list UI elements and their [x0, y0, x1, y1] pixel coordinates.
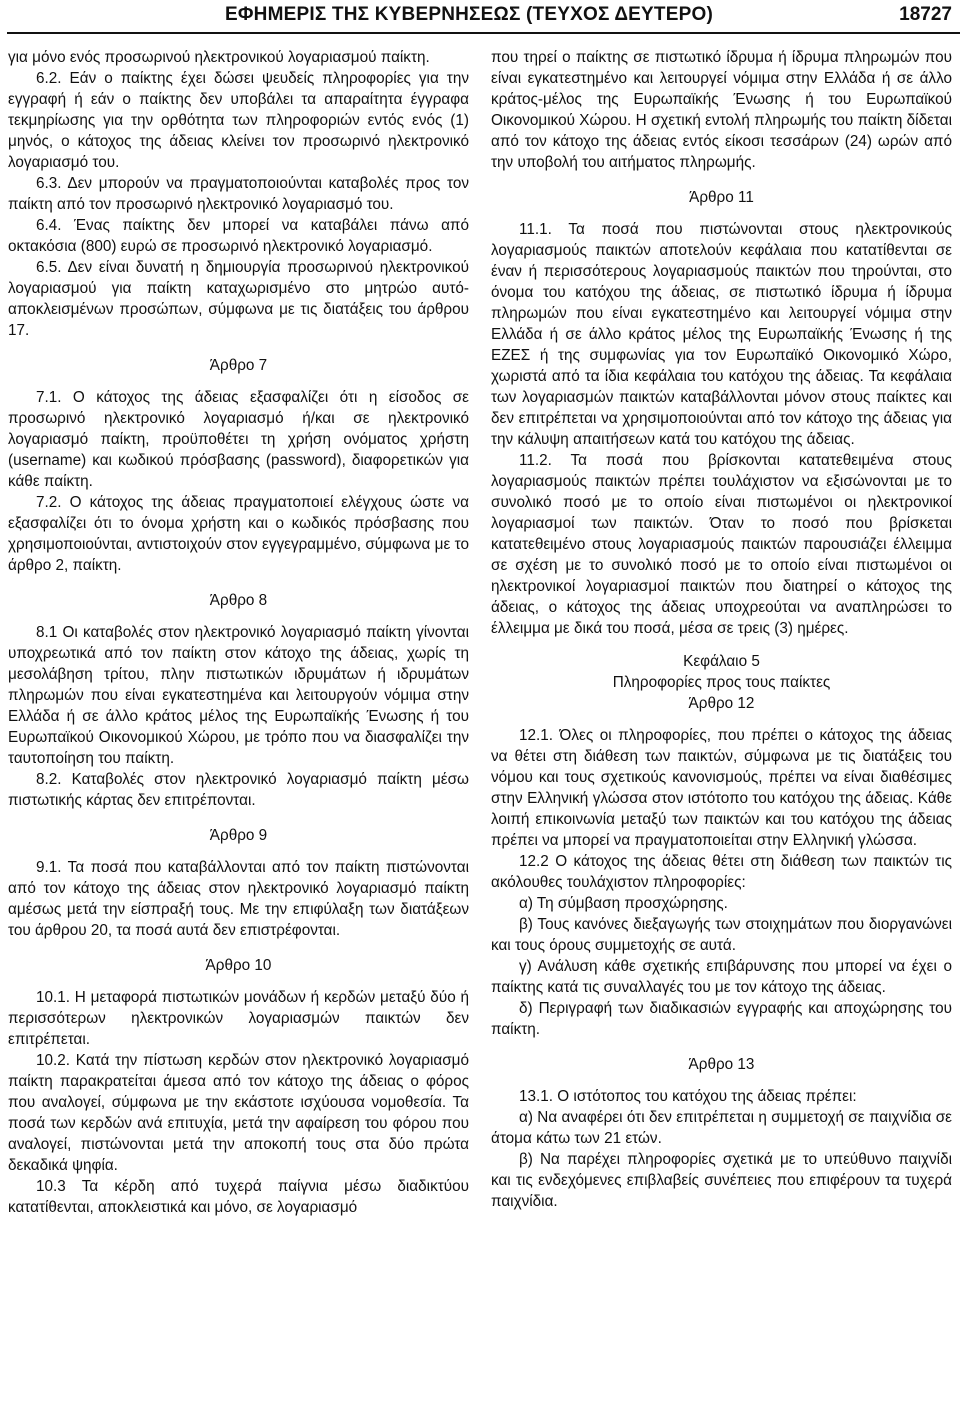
chapter-title: Πληροφορίες προς τους παίκτες	[612, 674, 831, 691]
article-heading: Άρθρο 10	[205, 957, 272, 974]
header-divider	[7, 32, 960, 34]
paragraph: 9.1. Τα ποσά που καταβάλλονται από τον παίκτη πιστώνονται από τον κάτοχο της άδειας στον ηλεκτρονικό λογαριασμό παίκτη αμέσως μετά την είσπραξή τους. Με την επιφύλαξη των διατάξεων του άρθρου 20, τα ποσά αυτά δεν επιστρέφονται.	[8, 859, 469, 939]
article-heading: Άρθρο 8	[209, 592, 268, 609]
paragraph: 12.2 Ο κάτοχος της άδειας θέτει στη διάθεση των παικτών τις ακόλουθες τουλάχιστον πληροφορίες:	[491, 853, 952, 891]
paragraph: 8.2. Καταβολές στον ηλεκτρονικό λογαριασμό παίκτη μέσω πιστωτικής κάρτας δεν επιτρέπονται.	[8, 771, 469, 809]
paragraph: β) Τους κανόνες διεξαγωγής των στοιχημάτων που διοργανώνει και τους όρους συμμετοχής σε αυτά.	[491, 916, 952, 954]
paragraph: 7.2. Ο κάτοχος της άδειας πραγματοποιεί ελέγχους ώστε να εξασφαλίζει ότι το όνομα χρήστη και ο κωδικός πρόσβασης που χρησιμοποιούνται, αντιστοιχούν στον εγγεγραμμένο, σύμφωνα με το άρθρο 2, παίκτη.	[8, 494, 469, 574]
right-column	[491, 47, 952, 1212]
article-heading: Άρθρο 9	[209, 827, 268, 844]
article-heading: Άρθρο 7	[209, 357, 268, 374]
article-heading: Άρθρο 11	[689, 189, 754, 206]
paragraph: 10.3 Τα κέρδη από τυχερά παίγνια μέσω διαδικτύου κατατίθενται, αποκλειστικά και μόνο, σε λογαριασμό	[8, 1178, 469, 1216]
chapter-heading: Κεφάλαιο 5	[683, 653, 760, 670]
paragraph: 7.1. Ο κάτοχος της άδειας εξασφαλίζει ότι η είσοδος σε προσωρινό ηλεκτρονικό λογαριασμό ή/και σε ηλεκτρονικό λογαριασμό παίκτη, προϋποθέτει τη χρήση ονόματος χρήστη (username) και κωδικού πρόσβασης (password), διαφορετικών για κάθε παίκτη.	[8, 389, 469, 490]
paragraph: 10.1. Η μεταφορά πιστωτικών μονάδων ή κερδών μεταξύ δύο ή περισσότερων ηλεκτρονικών λογαριασμών παικτών δεν επιτρέπεται.	[8, 989, 469, 1048]
paragraph: 6.3. Δεν μπορούν να πραγματοποιούνται καταβολές προς τον παίκτη από τον προσωρινό ηλεκτρονικό λογαριασμό του.	[8, 175, 469, 213]
article-heading: Άρθρο 13	[688, 1056, 755, 1073]
left-column	[8, 47, 469, 1218]
paragraph: δ) Περιγραφή των διαδικασιών εγγραφής και αποχώρησης του παίκτη.	[491, 1000, 952, 1038]
paragraph: 10.2. Κατά την πίστωση κερδών στον ηλεκτρονικό λογαριασμό παίκτη παρακρατείται άμεσα από τον κάτοχο της άδειας ο φόρος που αναλογεί, σύμφωνα με την εκάστοτε ισχύουσα νομοθεσία. Τα ποσά των κερδών ανά επιτυχία, μετά την αφαίρεση του φόρου που αναλογεί, πιστώνονται μετά την αποκοπή τους στα δύο πρώτα δεκαδικά ψηφία.	[8, 1052, 469, 1174]
paragraph: 6.5. Δεν είναι δυνατή η δημιουργία προσωρινού ηλεκτρονικού λογαριασμού για παίκτη καταχωρισμένο στο μητρώο αυτό-αποκλεισμένων προσώπων, σύμφωνα με τις διατάξεις του άρθρου 17.	[8, 259, 469, 339]
page-header	[0, 0, 960, 34]
paragraph: γ) Ανάλυση κάθε σχετικής επιβάρυνσης που μπορεί να έχει ο παίκτης κατά τις συναλλαγές του με τον κάτοχο της άδειας.	[491, 958, 952, 996]
paragraph: α) Να αναφέρει ότι δεν επιτρέπεται η συμμετοχή σε παιχνίδια σε άτομα κάτω των 21 ετών.	[491, 1109, 952, 1147]
paragraph: 8.1 Οι καταβολές στον ηλεκτρονικό λογαριασμό παίκτη γίνονται υποχρεωτικά από τον παίκτη στον κάτοχο της άδειας, χωρίς τη μεσολάβηση τρίτου, πλην πιστωτικών ιδρυμάτων ή ιδρυμάτων πληρωμών που είναι εγκατεστημένα και λειτουργούν νόμιμα στην Ελλάδα ή σε άλλο κράτος μέλος της Ευρωπαϊκής Ένωσης ή του Ευρωπαϊκού Οικονομικού Χώρου, με τρόπο που να διασφαλίζει την ταυτοποίηση του παίκτη.	[8, 624, 469, 767]
paragraph: 6.2. Εάν ο παίκτης έχει δώσει ψευδείς πληροφορίες για την εγγραφή ή εάν ο παίκτης δεν υποβάλει τα απαραίτητα έγγραφα τεκμηρίωσης για την ορθότητα των πληροφοριών εντός ενός (1) μηνός, ο κάτοχος της άδειας κλείνει τον προσωρινό ηλεκτρονικό λογαριασμό του.	[8, 70, 469, 171]
paragraph: 6.4. Ένας παίκτης δεν μπορεί να καταβάλει πάνω από οκτακόσια (800) ευρώ σε προσωρινό ηλεκτρονικό λογαριασμό.	[8, 217, 469, 255]
paragraph: 13.1. Ο ιστότοπος του κατόχου της άδειας πρέπει:	[519, 1088, 857, 1105]
paragraph: 11.1. Τα ποσά που πιστώνονται στους ηλεκτρονικούς λογαριασμούς παικτών αποτελούν κεφάλαια που κατατίθενται σε έναν ή περισσότερους λογαριασμούς παικτών που τηρούνται, στο όνομα του κατόχου της άδειας, σε πιστωτικό ίδρυμα ή ίδρυμα πληρωμών που είναι εγκατεστημένο και λειτουργεί νόμιμα στην Ελλάδα ή σε άλλο κράτος μέλος της Ευρωπαϊκής Ένωσης ή της ΕΖΕΣ ή της συμφωνίας για τον Ευρωπαϊκό Οικονομικό Χώρο, χωριστά από τα ίδια κεφάλαια του κατόχου της άδειας. Τα κεφάλαια των λογαριασμών παικτών καταβάλλονται μόνον στους παίκτες και δεν επιτρέπεται να χρησιμοποιούνται από τον κάτοχο της άδειας για την κάλυψη απαιτήσεων κατά του κατόχου της άδειας.	[491, 221, 952, 448]
gazette-title: ΕΦΗΜΕΡΙΣ ΤΗΣ ΚΥΒΕΡΝΗΣΕΩΣ (ΤΕΥΧΟΣ ΔΕΥΤΕΡΟ)	[225, 4, 713, 25]
paragraph: β) Να παρέχει πληροφορίες σχετικά με το υπεύθυνο παιχνίδι και τις ενδεχόμενες επιβλαβείς συνέπειες που επιφέρουν τα τυχερά παιχνίδια.	[491, 1151, 952, 1210]
paragraph: α) Τη σύμβαση προσχώρησης.	[519, 895, 728, 912]
article-heading: Άρθρο 12	[688, 695, 755, 712]
paragraph: 11.2. Τα ποσά που βρίσκονται κατατεθειμένα στους λογαριασμούς παικτών πρέπει τουλάχιστον να εξισώνονται με το συνολικό ποσό με το οποίο είναι πιστωμένοι οι ηλεκτρονικοί λογαριασμοί των παικτών. Όταν το ποσό που βρίσκεται κατατεθειμένο στους λογαριασμούς παικτών παρουσιάζει έλλειμμα σε σχέση με το συνολικό ποσό με το οποίο είναι πιστωμένοι οι ηλεκτρονικοί λογαριασμοί παικτών που διατηρεί ο κάτοχος της άδειας, ο κάτοχος της άδειας υποχρεούται να αναπληρώσει το έλλειμμα με δικά του ποσά, μέσα σε τρεις (3) ημέρες.	[491, 452, 952, 637]
page-number: 18727	[899, 4, 952, 25]
paragraph: για μόνο ενός προσωρινού ηλεκτρονικού λογαριασμού παίκτη.	[8, 49, 430, 66]
paragraph: που τηρεί ο παίκτης σε πιστωτικό ίδρυμα ή ίδρυμα πληρωμών που είναι εγκατεστημένο και λειτουργεί νόμιμα στην Ελλάδα ή σε άλλο κράτος-μέλος της Ευρωπαϊκής Ένωσης ή του Ευρωπαϊκού Οικονομικού Χώρου. Η σχετική εντολή πληρωμής του παίκτη δίδεται από τον κάτοχο της άδειας εντός είκοσι τεσσάρων (24) ωρών από την υποβολή του αιτήματος πληρωμής.	[491, 49, 952, 171]
paragraph: 12.1. Όλες οι πληροφορίες, που πρέπει ο κάτοχος της άδειας να θέτει στη διάθεση των παικτών, σύμφωνα με τις διατάξεις του νόμου και τους σχετικούς κανονισμούς, πρέπει να είναι διαθέσιμες στην Ελληνική γλώσσα στον ιστότοπο του κατόχου της άδειας. Κάθε λοιπή επικοινωνία μεταξύ των παικτών και του κατόχου της άδειας πρέπει να μπορεί να πραγματοποιείται στην Ελληνική γλώσσα.	[491, 727, 952, 849]
